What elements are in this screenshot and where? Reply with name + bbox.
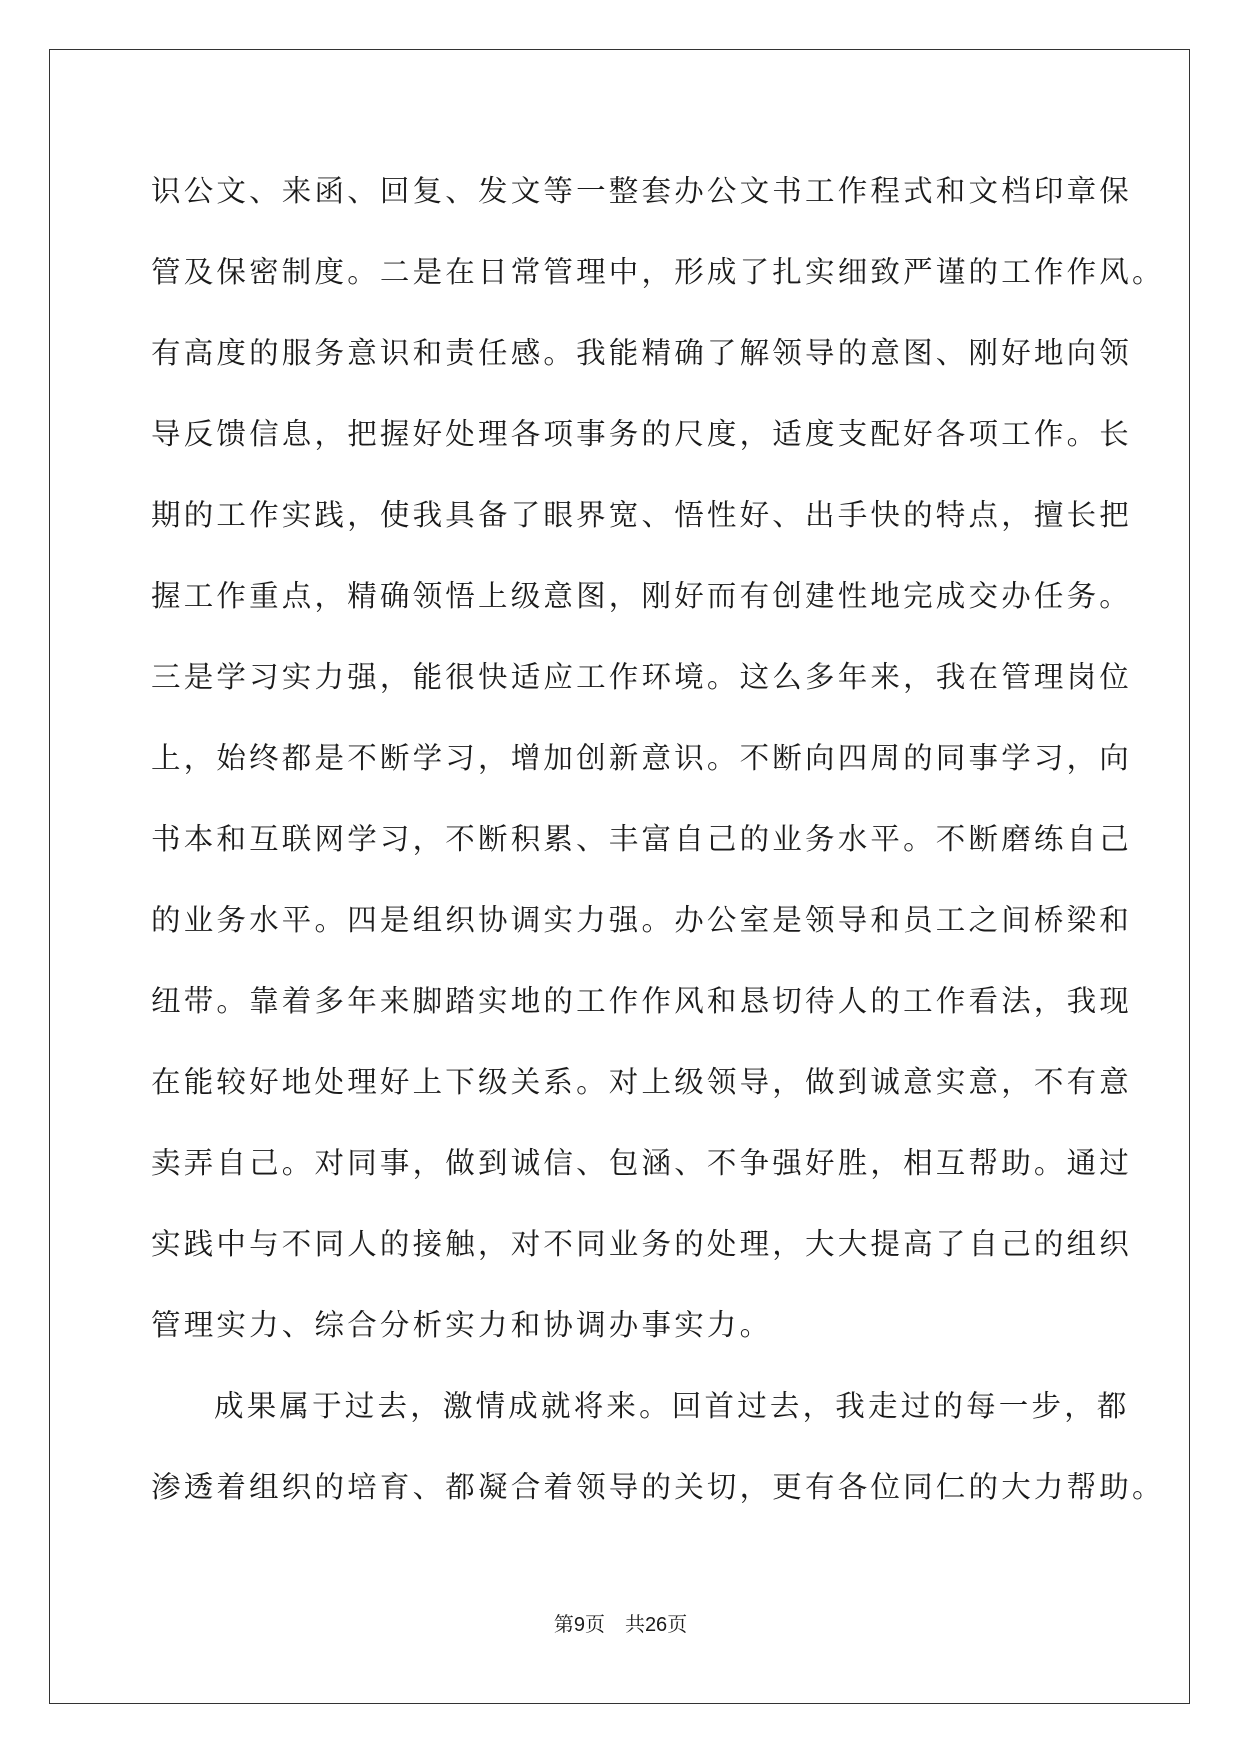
- page-number: 9: [573, 1614, 585, 1636]
- paragraph-first-line: 成果属于过去，激情成就将来。回首过去，我走过的每一步，都: [214, 1389, 1130, 1423]
- text-line: 书本和互联网学习，不断积累、丰富自己的业务水平。不断磨练自己: [151, 822, 1133, 856]
- total-suffix: 页: [667, 1612, 688, 1636]
- total-pages: 26: [644, 1614, 668, 1636]
- text-line: 渗透着组织的培育、都凝合着领导的关切，更有各位同仁的大力帮助。: [151, 1470, 1165, 1504]
- text-line: 的业务水平。四是组织协调实力强。办公室是领导和员工之间桥梁和: [151, 903, 1133, 937]
- text-line: 管及保密制度。二是在日常管理中，形成了扎实细致严谨的工作作风。: [151, 255, 1165, 289]
- text-line: 上，始终都是不断学习，增加创新意识。不断向四周的同事学习，向: [151, 741, 1133, 775]
- text-line: 卖弄自己。对同事，做到诚信、包涵、不争强好胜，相互帮助。通过: [151, 1146, 1133, 1180]
- text-line: 握工作重点，精确领悟上级意图，刚好而有创建性地完成交办任务。: [151, 579, 1133, 613]
- total-prefix: 共: [624, 1612, 645, 1636]
- text-line: 期的工作实践，使我具备了眼界宽、悟性好、出手快的特点，擅长把: [151, 498, 1133, 532]
- text-line: 纽带。靠着多年来脚踏实地的工作作风和恳切待人的工作看法，我现: [151, 984, 1133, 1018]
- page-footer: [0, 1610, 1241, 1639]
- text-line: 导反馈信息，把握好处理各项事务的尺度，适度支配好各项工作。长: [151, 417, 1133, 451]
- text-line: 管理实力、综合分析实力和协调办事实力。: [151, 1308, 773, 1342]
- text-line: 识公文、来函、回复、发文等一整套办公文书工作程式和文档印章保: [151, 174, 1133, 208]
- document-body: [151, 164, 1165, 1541]
- text-line: 在能较好地处理好上下级关系。对上级领导，做到诚意实意，不有意: [151, 1065, 1133, 1099]
- text-line: 三是学习实力强，能很快适应工作环境。这么多年来，我在管理岗位: [151, 660, 1133, 694]
- text-line: 实践中与不同人的接触，对不同业务的处理，大大提高了自己的组织: [151, 1227, 1133, 1261]
- page-suffix: 页: [584, 1612, 605, 1636]
- text-line: 有高度的服务意识和责任感。我能精确了解领导的意图、刚好地向领: [151, 336, 1133, 370]
- page-prefix: 第: [553, 1612, 574, 1636]
